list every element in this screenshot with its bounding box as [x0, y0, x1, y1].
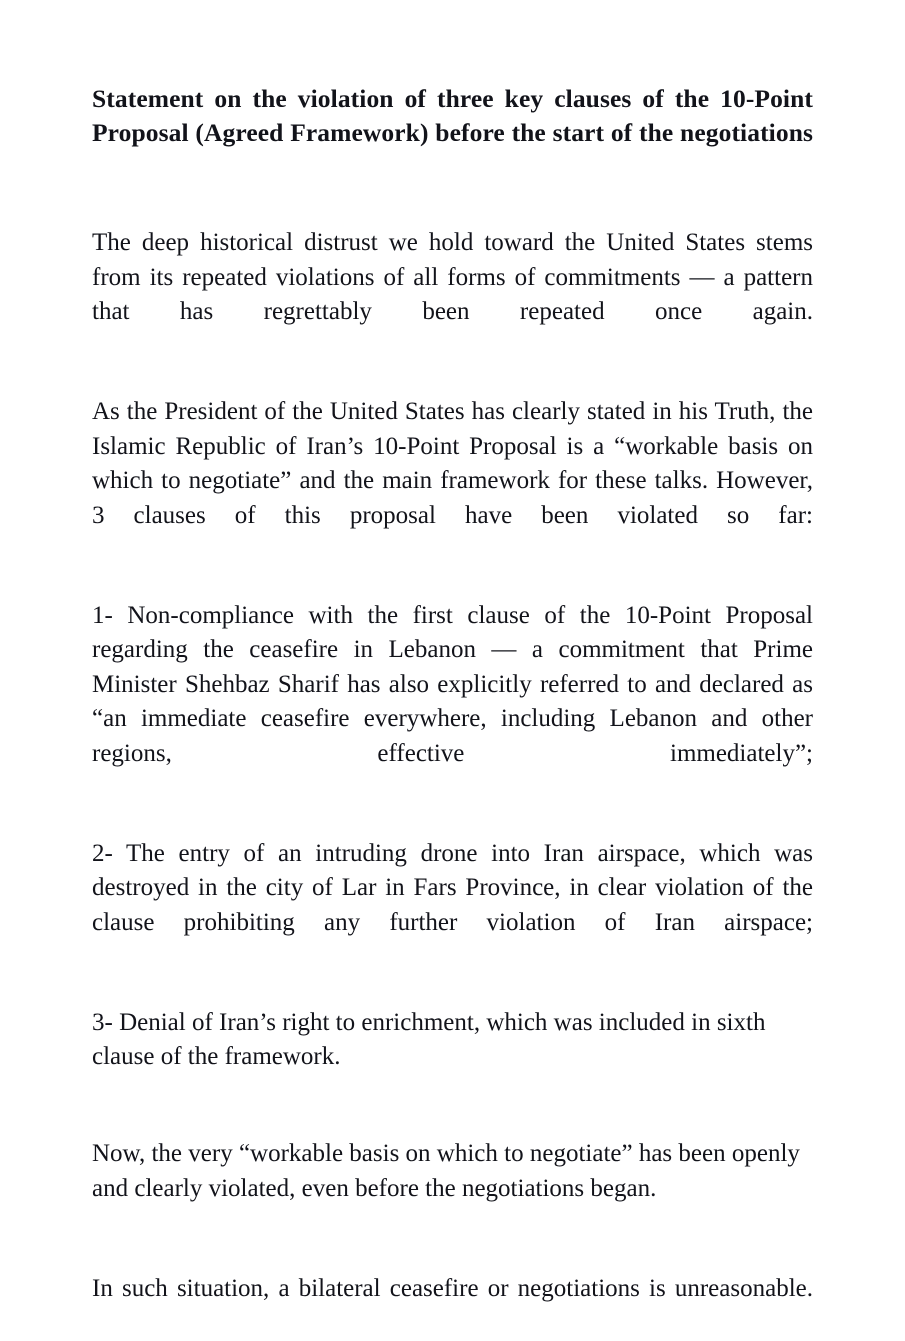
document-title: Statement on the violation of three key clauses of the 10-Point Proposal (Agreed Framework) before the start of the negotiations	[92, 84, 813, 148]
paragraph-violation-2: 2- The entry of an intruding drone into Iran airspace, which was destroyed in the city of Lar in Fars Province, in clear violation of the clause prohibiting any further violation of Iran airspace;	[92, 839, 813, 936]
paragraph-violation-1: 1- Non-compliance with the first clause of the 10-Point Proposal regarding the ceasefire in Lebanon — a commitment that Prime Minister Shehbaz Sharif has also explicitly referred to and declared as “an immediate ceasefire everywhere, including Lebanon and other regions, effective immediately”;	[92, 601, 813, 767]
paragraph-distrust: The deep historical distrust we hold toward the United States stems from its repeated violations of all forms of commitments — a pattern that has regrettably been repeated once again.	[92, 229, 813, 326]
paragraph-conclusion-unreasonable: In such situation, a bilateral ceasefire or negotiations is unreasonable.	[92, 1274, 813, 1302]
paragraph-violation-3: 3- Denial of Iran’s right to enrichment, which was included in sixth clause of the framework.	[92, 1008, 766, 1071]
paragraph-conclusion-violated: Now, the very “workable basis on which to negotiate” has been openly and clearly violated, even before the negotiations began.	[92, 1140, 800, 1202]
paragraph-president-statement: As the President of the United States has clearly stated in his Truth, the Islamic Republic of Iran’s 10-Point Proposal is a “workable basis on which to negotiate” and the main framework for these talks. However, 3 clauses of this proposal have been violated so far:	[92, 398, 813, 529]
